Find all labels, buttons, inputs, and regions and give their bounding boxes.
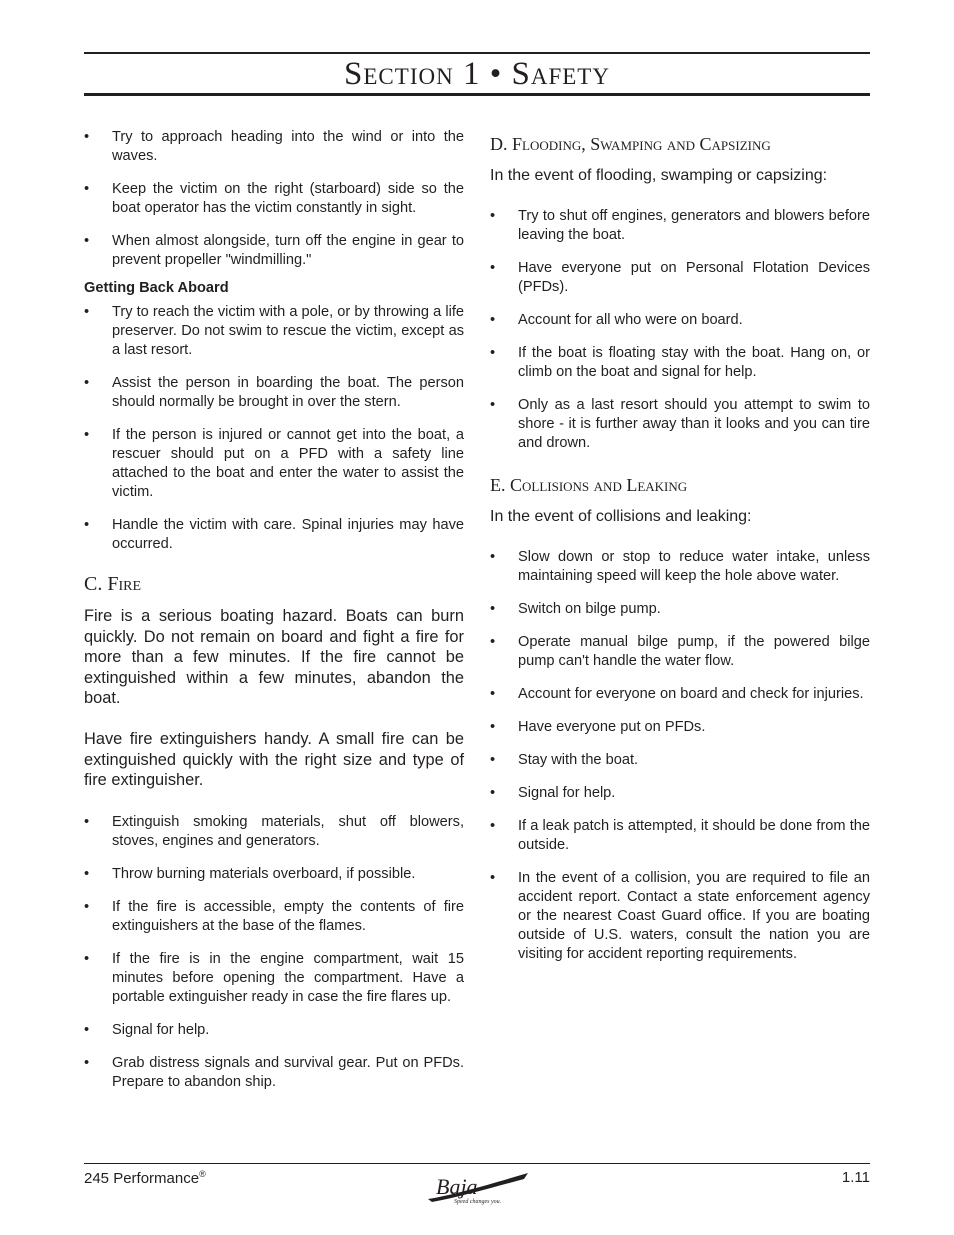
list-item: • Extinguish smoking materials, shut off blowers, stoves, engines and generators.	[84, 813, 464, 849]
bullet-icon: •	[84, 865, 90, 882]
bullet-icon: •	[84, 813, 90, 830]
bullet-icon: •	[490, 312, 496, 328]
list-item: • Have everyone put on Personal Flotation Devices (PFDs).	[490, 260, 870, 295]
left-column	[84, 128, 464, 1106]
list-item: • Assist the person in boarding the boat. The person should normally be brought in over the stern.	[84, 375, 464, 410]
bullet-icon: •	[490, 397, 496, 413]
fire-paragraph: Have fire extinguishers handy. A small fire can be extinguished quickly with the right size and type of fire extinguisher.	[84, 729, 464, 790]
list-item: • Have everyone put on PFDs.	[490, 719, 706, 735]
rescue-approach-list	[84, 128, 464, 270]
collisions-intro: In the event of collisions and leaking:	[490, 508, 752, 525]
bullet-icon: •	[490, 345, 496, 361]
list-item: • Throw burning materials overboard, if possible.	[84, 865, 416, 882]
list-item: • If the boat is floating stay with the boat. Hang on, or climb on the boat and signal for help.	[490, 345, 870, 380]
flooding-intro: In the event of flooding, swamping or capsizing:	[490, 167, 828, 184]
list-item: • Signal for help.	[490, 785, 616, 801]
fire-section-heading: C. Fire	[84, 573, 142, 595]
list-item: • Try to reach the victim with a pole, or by throwing a life preserver. Do not swim to rescue the victim, except as a last resort.	[84, 304, 464, 358]
list-item: • In the event of a collision, you are required to file an accident report. Contact a state enforcement agency or the nearest Coast Guard office. If you are boating outside of U.S. waters, consult the nation you are visiting for accident reporting requirements.	[490, 870, 870, 962]
list-item: • Account for all who were on board.	[490, 312, 743, 328]
list-item: • Signal for help.	[84, 1021, 210, 1038]
bullet-icon: •	[84, 304, 90, 320]
bullet-icon: •	[490, 870, 496, 886]
footer-model: 245 Performance®	[84, 1169, 206, 1187]
svg-text:Speed changes you.: Speed changes you.	[454, 1199, 502, 1205]
bullet-icon: •	[84, 1054, 90, 1071]
bullet-icon: •	[490, 208, 496, 224]
collisions-list	[490, 548, 870, 964]
svg-text:Baja: Baja	[436, 1174, 478, 1199]
right-column	[490, 132, 870, 978]
getting-back-aboard-heading: Getting Back Aboard	[84, 280, 229, 296]
list-item: • If the person is injured or cannot get into the boat, a rescuer should put on a PFD with a safety line attached to the boat and enter the water to assist the victim.	[84, 427, 464, 500]
fire-list	[84, 813, 464, 1092]
bullet-icon: •	[490, 634, 496, 650]
baja-logo	[424, 1169, 532, 1205]
bullet-icon: •	[84, 129, 90, 145]
flooding-list	[490, 207, 870, 453]
list-item: • Try to shut off engines, generators and blowers before leaving the boat.	[490, 208, 870, 243]
bullet-icon: •	[490, 818, 496, 834]
list-item: • Grab distress signals and survival gear. Put on PFDs. Prepare to abandon ship.	[84, 1054, 464, 1090]
bullet-icon: •	[84, 898, 90, 915]
header-bottom-rule	[84, 93, 870, 96]
list-item: • If a leak patch is attempted, it should be done from the outside.	[490, 818, 870, 853]
list-item: • Handle the victim with care. Spinal injuries may have occurred.	[84, 517, 464, 552]
bullet-icon: •	[84, 1021, 90, 1038]
bullet-icon: •	[84, 950, 90, 967]
list-item: • Switch on bilge pump.	[490, 601, 661, 617]
flooding-section-heading: D. Flooding, Swamping and Capsizing	[490, 134, 771, 154]
bullet-icon: •	[490, 686, 496, 702]
fire-paragraph: Fire is a serious boating hazard. Boats can burn quickly. Do not remain on board and fight a fire for more than a few minutes. If the fire cannot be extinguished within a few minutes, abandon the boat.	[84, 607, 464, 708]
list-item: • If the fire is in the engine compartment, wait 15 minutes before opening the compartment. Have a portable extinguisher ready in case the fire flares up.	[84, 950, 464, 1005]
bullet-icon: •	[84, 517, 90, 533]
bullet-icon: •	[84, 233, 90, 249]
bullet-icon: •	[490, 549, 496, 565]
list-item: • Try to approach heading into the wind or into the waves.	[84, 129, 464, 164]
list-item: • If the fire is accessible, empty the contents of fire extinguishers at the base of the flames.	[84, 898, 464, 934]
bullet-icon: •	[490, 719, 496, 735]
footer-rule	[84, 1163, 870, 1164]
page-number: 1.11	[841, 1169, 870, 1186]
list-item: • Account for everyone on board and check for injuries.	[490, 686, 864, 702]
list-item: • Keep the victim on the right (starboard) side so the boat operator has the victim constantly in sight.	[84, 181, 464, 216]
list-item: • Stay with the boat.	[490, 752, 639, 768]
bullet-icon: •	[490, 785, 496, 801]
list-item: • Slow down or stop to reduce water intake, unless maintaining speed will keep the hole above water.	[490, 549, 870, 584]
list-item: • When almost alongside, turn off the engine in gear to prevent propeller "windmilling."	[84, 233, 464, 268]
list-item: • Only as a last resort should you attempt to swim to shore - it is further away than it looks and you can tire and drown.	[490, 397, 870, 451]
bullet-icon: •	[84, 181, 90, 197]
bullet-icon: •	[84, 375, 90, 391]
bullet-icon: •	[490, 601, 496, 617]
collisions-section-heading: E. Collisions and Leaking	[490, 475, 688, 495]
bullet-icon: •	[84, 427, 90, 443]
list-item: • Operate manual bilge pump, if the powered bilge pump can't handle the water flow.	[490, 634, 870, 669]
bullet-icon: •	[490, 260, 496, 276]
page-title: Section 1 • Safety	[344, 56, 610, 92]
bullet-icon: •	[490, 752, 496, 768]
getting-back-aboard-list	[84, 303, 464, 554]
